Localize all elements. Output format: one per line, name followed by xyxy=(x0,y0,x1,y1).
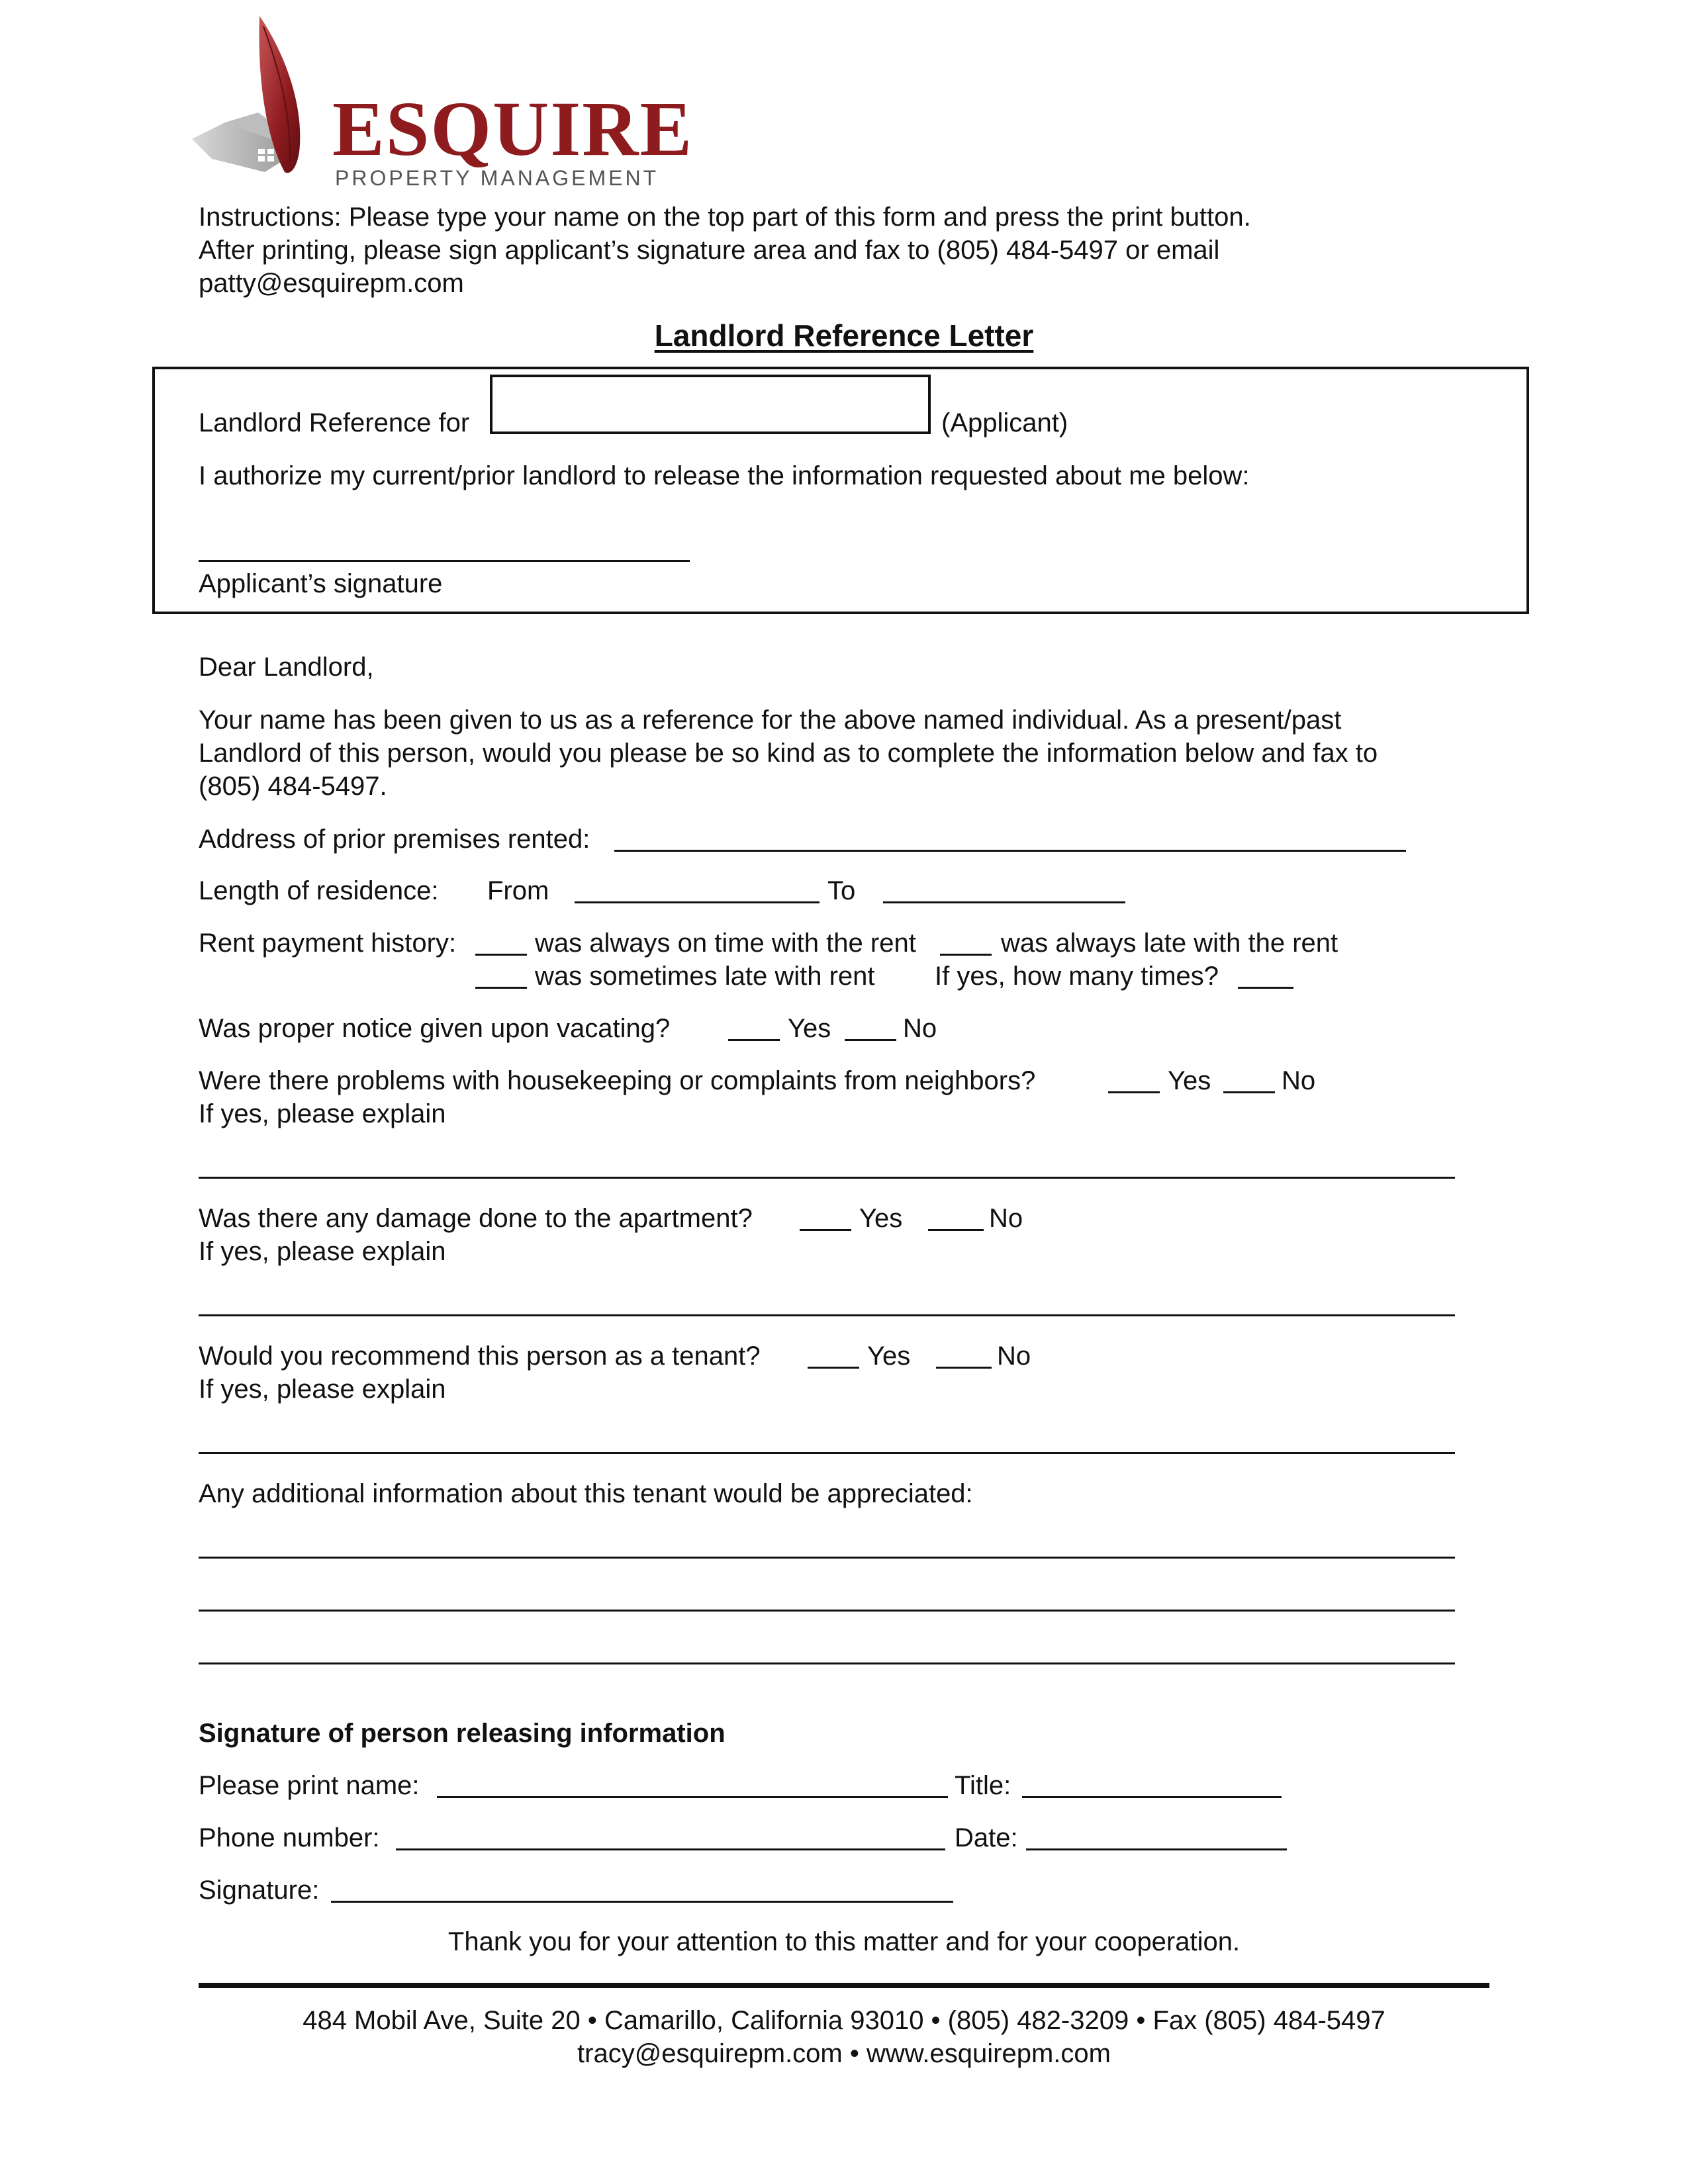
housekeeping-explain-line[interactable] xyxy=(199,1177,1455,1179)
phone-line[interactable] xyxy=(396,1848,945,1850)
rent-on-time-option: was always on time with the rent xyxy=(535,929,916,958)
letter-body-line-1: Your name has been given to us as a reference for the above named individual. As a present/past xyxy=(199,705,1342,735)
instructions-line-1: Instructions: Please type your name on the top part of this form and press the print button. xyxy=(199,203,1251,232)
rent-always-late-blank[interactable] xyxy=(940,954,992,956)
applicant-signature-label: Applicant’s signature xyxy=(199,569,443,598)
date-line[interactable] xyxy=(1026,1848,1287,1850)
footer-divider xyxy=(199,1983,1489,1988)
damage-explain-line[interactable] xyxy=(199,1314,1455,1316)
housekeeping-question: Were there problems with housekeeping or complaints from neighbors? xyxy=(199,1066,1036,1095)
to-label: To xyxy=(827,876,856,905)
additional-info-line-3[interactable] xyxy=(199,1662,1455,1664)
recommend-question: Would you recommend this person as a tenant? xyxy=(199,1342,761,1371)
print-name-line[interactable] xyxy=(437,1796,948,1798)
from-label: From xyxy=(487,876,549,905)
release-signature-label: Signature: xyxy=(199,1876,320,1905)
additional-info-label: Any additional information about this tenant would be appreciated: xyxy=(199,1479,973,1508)
phone-label: Phone number: xyxy=(199,1823,380,1852)
housekeeping-no-blank[interactable] xyxy=(1223,1091,1275,1093)
applicant-signature-line[interactable] xyxy=(199,560,690,562)
damage-question: Was there any damage done to the apartment? xyxy=(199,1204,753,1233)
date-label: Date: xyxy=(955,1823,1018,1852)
rent-history-label: Rent payment history: xyxy=(199,929,457,958)
release-heading: Signature of person releasing information xyxy=(199,1719,726,1748)
print-name-label: Please print name: xyxy=(199,1771,420,1800)
recommend-explain-label: If yes, please explain xyxy=(199,1375,446,1404)
reference-for-label: Landlord Reference for xyxy=(199,408,470,437)
letter-body-line-3: (805) 484-5497. xyxy=(199,772,387,801)
housekeeping-no-label: No xyxy=(1282,1066,1316,1095)
recommend-yes-blank[interactable] xyxy=(808,1367,859,1369)
recommend-explain-line[interactable] xyxy=(199,1452,1455,1454)
from-date-line[interactable] xyxy=(575,901,820,903)
rent-how-many-label: If yes, how many times? xyxy=(935,962,1219,991)
authorize-text: I authorize my current/prior landlord to release the information requested about me below: xyxy=(199,461,1250,490)
title-line[interactable] xyxy=(1022,1796,1282,1798)
additional-info-line-1[interactable] xyxy=(199,1557,1455,1559)
rent-sometimes-late-option: was sometimes late with rent xyxy=(535,962,875,991)
housekeeping-explain-label: If yes, please explain xyxy=(199,1099,446,1128)
letter-body-line-2: Landlord of this person, would you please be so kind as to complete the information below and fax to xyxy=(199,739,1378,768)
title-label: Title: xyxy=(955,1771,1011,1800)
damage-no-blank[interactable] xyxy=(928,1229,984,1231)
instructions-email: patty@esquirepm.com xyxy=(199,269,464,298)
applicant-name-input[interactable] xyxy=(490,375,931,434)
recommend-yes-label: Yes xyxy=(867,1342,911,1371)
damage-explain-label: If yes, please explain xyxy=(199,1237,446,1266)
notice-no-label: No xyxy=(903,1014,937,1043)
damage-no-label: No xyxy=(989,1204,1023,1233)
additional-info-line-2[interactable] xyxy=(199,1610,1455,1612)
rent-sometimes-late-blank[interactable] xyxy=(475,987,527,989)
company-logo xyxy=(185,13,694,190)
footer-address: 484 Mobil Ave, Suite 20 • Camarillo, California 93010 • (805) 482-3209 • Fax (805) 484-5497 xyxy=(303,2006,1385,2035)
damage-yes-label: Yes xyxy=(859,1204,903,1233)
thank-you-text: Thank you for your attention to this matter and for your cooperation. xyxy=(447,1927,1241,1956)
instructions-line-2: After printing, please sign applicant’s signature area and fax to (805) 484-5497 or email xyxy=(199,236,1220,265)
release-signature-line[interactable] xyxy=(331,1901,953,1903)
recommend-no-label: No xyxy=(997,1342,1031,1371)
notice-yes-label: Yes xyxy=(788,1014,831,1043)
rent-how-many-blank[interactable] xyxy=(1238,987,1293,989)
address-label: Address of prior premises rented: xyxy=(199,825,590,854)
damage-yes-blank[interactable] xyxy=(800,1229,851,1231)
applicant-suffix: (Applicant) xyxy=(941,408,1068,437)
rent-always-late-option: was always late with the rent xyxy=(1001,929,1338,958)
notice-yes-blank[interactable] xyxy=(728,1039,780,1041)
recommend-no-blank[interactable] xyxy=(936,1367,992,1369)
footer-contact: tracy@esquirepm.com • www.esquirepm.com xyxy=(577,2039,1111,2068)
greeting: Dear Landlord, xyxy=(199,653,374,682)
notice-no-blank[interactable] xyxy=(845,1039,896,1041)
quill-house-icon xyxy=(185,13,357,185)
page-title: Landlord Reference Letter xyxy=(654,318,1034,353)
logo-wordmark: ESQUIRE xyxy=(332,85,694,172)
to-date-line[interactable] xyxy=(883,901,1125,903)
address-line[interactable] xyxy=(614,850,1406,852)
housekeeping-yes-blank[interactable] xyxy=(1108,1091,1160,1093)
housekeeping-yes-label: Yes xyxy=(1168,1066,1211,1095)
notice-question: Was proper notice given upon vacating? xyxy=(199,1014,671,1043)
rent-on-time-blank[interactable] xyxy=(475,954,527,956)
logo-tagline: PROPERTY MANAGEMENT xyxy=(335,166,659,190)
residence-label: Length of residence: xyxy=(199,876,439,905)
